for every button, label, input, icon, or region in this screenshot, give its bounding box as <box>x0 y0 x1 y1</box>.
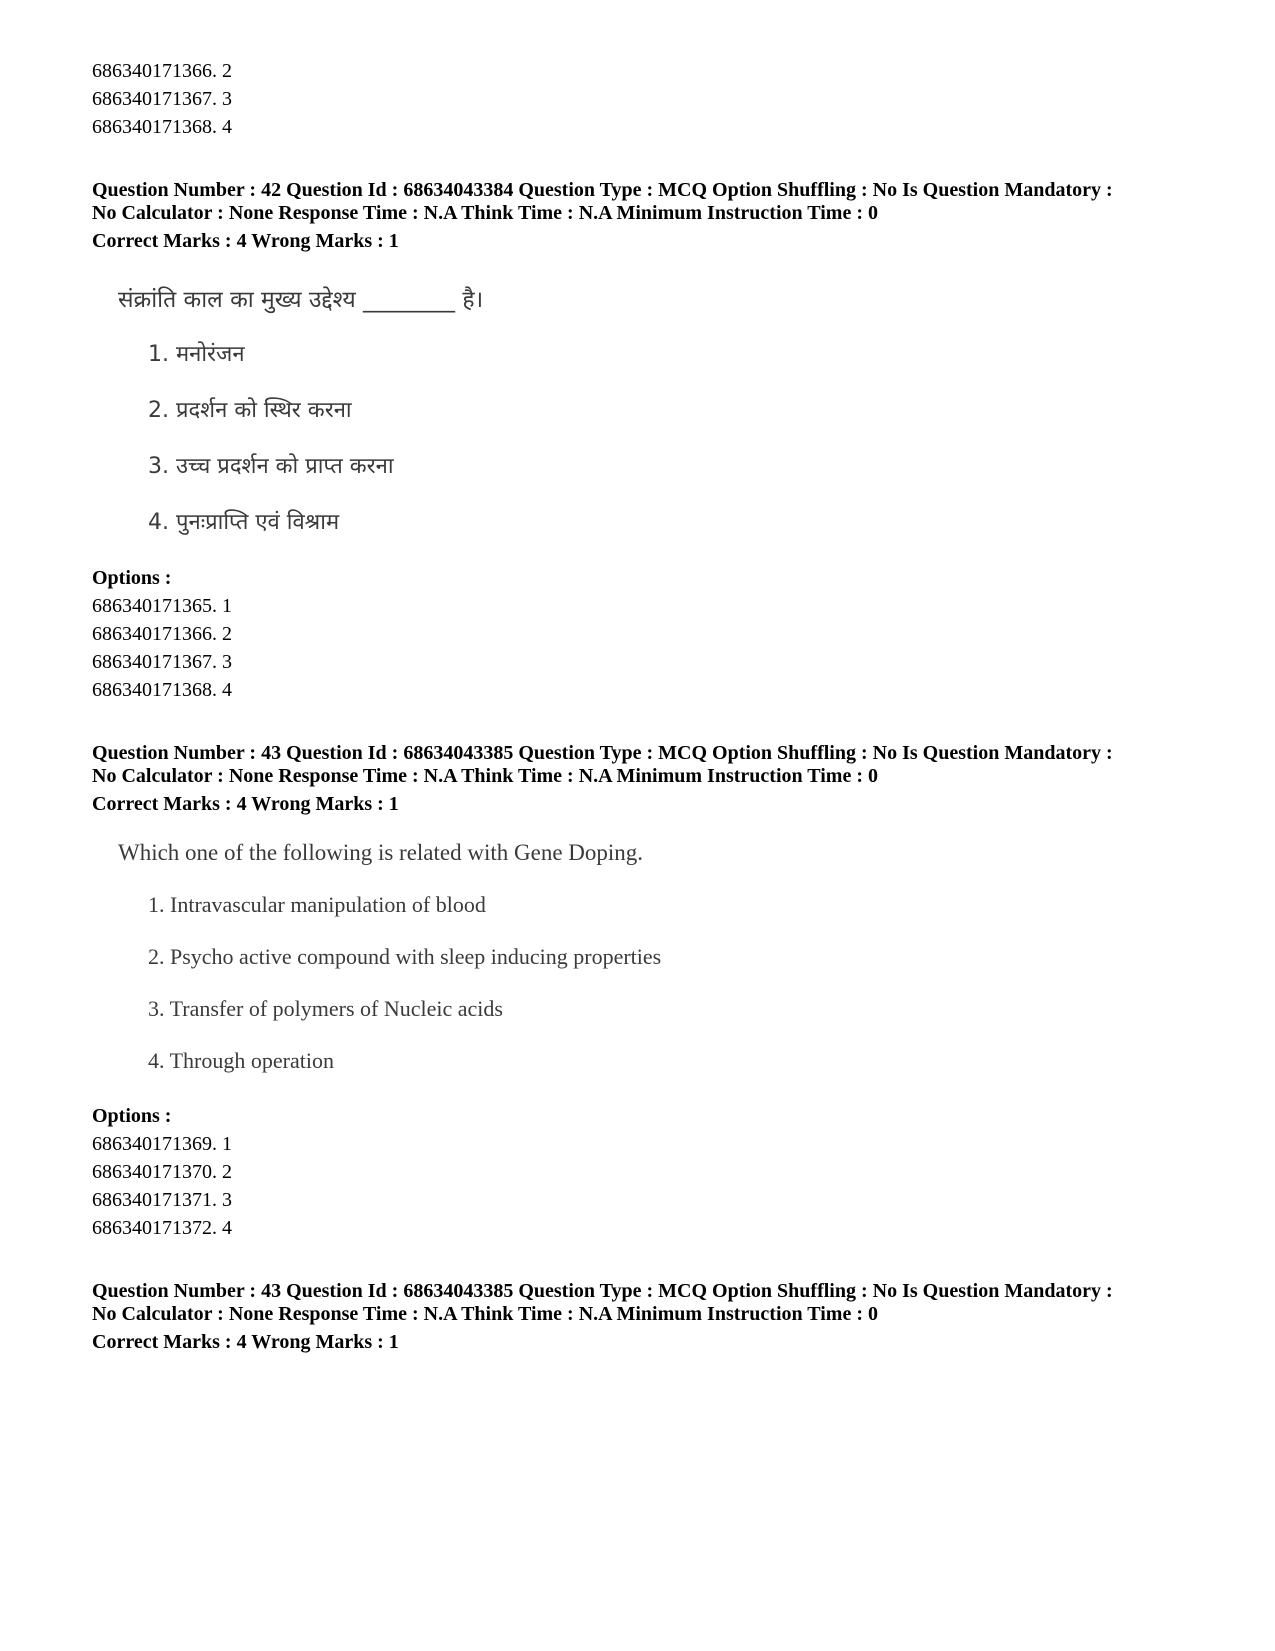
option-line: 686340171367. 3 <box>92 88 232 110</box>
question-choice: 1. Intravascular manipulation of blood <box>148 892 486 917</box>
question-marks: Correct Marks : 4 Wrong Marks : 1 <box>92 793 399 815</box>
options-label: Options : <box>92 567 172 589</box>
question-stem: Which one of the following is related with Gene Doping. <box>118 840 644 865</box>
option-line: 686340171372. 4 <box>92 1217 232 1239</box>
option-line: 686340171366. 2 <box>92 623 232 645</box>
option-line: 686340171368. 4 <box>92 679 232 701</box>
option-line: 686340171370. 2 <box>92 1161 232 1183</box>
question-choice: 2. Psycho active compound with sleep inducing properties <box>148 944 662 969</box>
question-marks: Correct Marks : 4 Wrong Marks : 1 <box>92 1331 399 1353</box>
question-header-line1: Question Number : 43 Question Id : 68634043385 Question Type : MCQ Option Shuffling : No Is Question Mandatory : <box>92 1280 1113 1302</box>
question-marks: Correct Marks : 4 Wrong Marks : 1 <box>92 230 399 252</box>
question-choice: 2. प्रदर्शन को स्थिर करना <box>148 398 352 423</box>
option-line: 686340171367. 3 <box>92 651 232 673</box>
option-line: 686340171365. 1 <box>92 595 232 617</box>
options-label: Options : <box>92 1105 172 1127</box>
question-header-line2: No Calculator : None Response Time : N.A Think Time : N.A Minimum Instruction Time : 0 <box>92 765 878 787</box>
question-choice: 3. उच्च प्रदर्शन को प्राप्त करना <box>148 454 394 479</box>
option-line: 686340171369. 1 <box>92 1133 232 1155</box>
option-line: 686340171371. 3 <box>92 1189 232 1211</box>
question-header-line2: No Calculator : None Response Time : N.A Think Time : N.A Minimum Instruction Time : 0 <box>92 202 878 224</box>
question-choice: 1. मनोरंजन <box>148 342 245 367</box>
question-choice: 4. Through operation <box>148 1048 334 1073</box>
option-line: 686340171368. 4 <box>92 116 232 138</box>
question-choice: 3. Transfer of polymers of Nucleic acids <box>148 996 503 1021</box>
question-choice: 4. पुनःप्राप्ति एवं विश्राम <box>148 510 340 535</box>
question-header-line2: No Calculator : None Response Time : N.A Think Time : N.A Minimum Instruction Time : 0 <box>92 1303 878 1325</box>
question-stem: संक्रांति काल का मुख्य उद्देश्य ________ है। <box>118 287 484 313</box>
question-header-line1: Question Number : 43 Question Id : 68634043385 Question Type : MCQ Option Shuffling : No Is Question Mandatory : <box>92 742 1113 764</box>
question-header-line1: Question Number : 42 Question Id : 68634043384 Question Type : MCQ Option Shuffling : No Is Question Mandatory : <box>92 179 1113 201</box>
option-line: 686340171366. 2 <box>92 60 232 82</box>
